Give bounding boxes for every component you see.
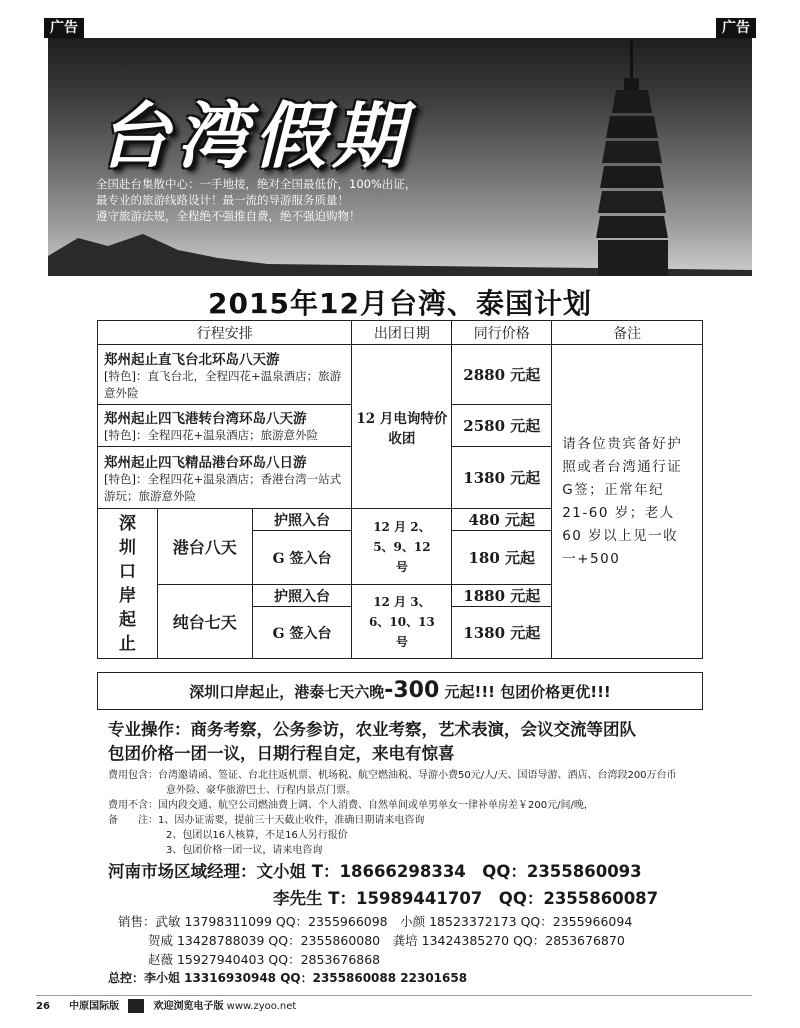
- edition-name: 中原国际版: [69, 1001, 120, 1012]
- fee-included-cont: 意外险、豪华旅游巴士、行程内景点门票。: [166, 785, 356, 796]
- route-note: [特色]：全程四花+温泉酒店；香港台湾一站式游玩；旅游意外险: [104, 471, 342, 503]
- tagline-line: 遵守旅游法规，全程绝不强推自费，绝不强迫购物！: [96, 209, 361, 223]
- tour-price: 1380 元起: [452, 607, 552, 659]
- note-item: 3、包团价格一团一议，请来电咨询: [166, 845, 323, 856]
- promo-text-end: 元起!!! 包团价格更优!!!: [439, 683, 611, 701]
- header-remarks: 备注: [552, 321, 703, 345]
- contact-manager: 李先生 T：15989441707 QQ：2355860087: [273, 889, 659, 908]
- operations-line: 包团价格一团一议，日期行程自定，来电有惊喜: [108, 744, 455, 763]
- route-cell: [98, 345, 352, 405]
- itinerary-table: [97, 320, 703, 659]
- ad-label-right: 广告: [716, 18, 756, 38]
- visa-type: G 签入台: [252, 607, 352, 659]
- tour-name: 港台八天: [157, 509, 252, 585]
- route-name: 郑州起止四飞精品港台环岛八日游: [104, 454, 307, 471]
- banner-tagline: [96, 176, 416, 224]
- welcome-text: 欢迎浏览电子版: [153, 1001, 224, 1012]
- header-dates: 出团日期: [352, 321, 452, 345]
- note-item: 2、包团以16人核算，不足16人另行报价: [166, 830, 348, 841]
- visa-type: G 签入台: [252, 531, 352, 585]
- sales-line: 赵薇 15927940403 QQ：2853676868: [148, 952, 381, 967]
- tour-dates-text: 12 月 3、6、10、13 号: [369, 594, 435, 649]
- taipei-101-tower-icon: [588, 38, 678, 276]
- shenzhen-label: [98, 509, 158, 659]
- banner-image: [48, 38, 752, 276]
- header-price: 同行价格: [452, 321, 552, 345]
- promo-discount: -300: [384, 678, 440, 703]
- table-row: [98, 345, 703, 405]
- route-note: [特色]：全程四花+温泉酒店；旅游意外险: [104, 428, 319, 442]
- sales-line: 销售：武敏 13798311099 QQ：2355966098 小颜 18523372173 QQ：2355966094: [118, 914, 633, 929]
- fee-excluded: 费用不含：国内段交通、航空公司燃油费上调、个人消费、自然单间或单男单女一律补单房差￥200元/间/晚，: [108, 800, 594, 811]
- fee-included: 费用包含：台湾邀请函、签证、台北往返机票、机场税、航空燃油税、导游小费50元/人/天、国语导游、酒店、台湾段200万台币: [108, 770, 677, 781]
- sales-line: 贺威 13428788039 QQ：2355860080 龚培 13424385270 QQ：2853676870: [148, 933, 625, 948]
- route-name: 郑州起止四飞港转台湾环岛八天游: [104, 411, 307, 427]
- operations-section: [108, 718, 636, 766]
- route-price: 2580 元起: [452, 405, 552, 447]
- promo-text: 深圳口岸起止，港泰七天六晚: [189, 683, 385, 701]
- tagline-line: 全国赴台集散中心：一手地接，绝对全国最低价，100%出证，: [96, 177, 417, 191]
- note-item: 1、因办证需要，提前三十天截止收件，准确日期请来电咨询: [158, 815, 425, 826]
- route-name: 郑州起止直飞台北环岛八天游: [104, 351, 280, 368]
- route-cell: [98, 447, 352, 509]
- route-note: [特色]：直飞台北，全程四花+温泉酒店；旅游意外险: [104, 368, 342, 400]
- tour-price: 480 元起: [452, 509, 552, 531]
- plan-title: 2015年12月台湾、泰国计划: [208, 287, 592, 320]
- shenzhen-label-text: 深圳口岸起止: [118, 513, 136, 654]
- ad-label-left: 广告: [44, 18, 84, 38]
- tagline-line: 最专业的旅游线路设计！最一流的导游服务质量！: [96, 193, 349, 207]
- fine-print: [108, 768, 748, 858]
- tour-dates: [352, 585, 452, 659]
- promo-banner: [97, 672, 703, 710]
- visa-type: 护照入台: [252, 509, 352, 531]
- visa-type: 护照入台: [252, 585, 352, 607]
- page-number: 26: [36, 1001, 50, 1012]
- tour-name: 纯台七天: [157, 585, 252, 659]
- contact-manager: 河南市场区域经理：文小姐 T：18666298334 QQ：2355860093: [108, 862, 642, 881]
- sales-contacts: [118, 912, 632, 969]
- tour-price: 180 元起: [452, 531, 552, 585]
- header-itinerary: 行程安排: [98, 321, 352, 345]
- publisher-logo-icon: [128, 999, 144, 1013]
- route-price: 1380 元起: [452, 447, 552, 509]
- operations-line: 专业操作：商务考察，公务参访，农业考察，艺术表演，会议交流等团队: [108, 720, 636, 739]
- table-header-row: [98, 321, 703, 345]
- tour-dates-text: 12 月 2、5、9、12 号: [373, 519, 431, 574]
- route-price: 2880 元起: [452, 345, 552, 405]
- chief-control: 总控：李小姐 13316930948 QQ：2355860088 22301658: [108, 971, 468, 985]
- site-url[interactable]: www.zyoo.net: [226, 1001, 297, 1012]
- tour-dates: [352, 509, 452, 585]
- zhengzhou-dates: 12 月电询特价收团: [352, 345, 452, 509]
- notes-label: 备 注：: [108, 815, 158, 826]
- contacts-section: [108, 858, 658, 912]
- tour-price: 1880 元起: [452, 585, 552, 607]
- remarks-cell: 请各位贵宾备好护照或者台湾通行证G签；正常年纪 21-60 岁；老人 60 岁以上见一收一+500: [552, 345, 703, 659]
- route-cell: [98, 405, 352, 447]
- banner-title: 台湾假期: [98, 94, 411, 178]
- notes-row: [108, 813, 748, 828]
- page-footer: [36, 995, 752, 1017]
